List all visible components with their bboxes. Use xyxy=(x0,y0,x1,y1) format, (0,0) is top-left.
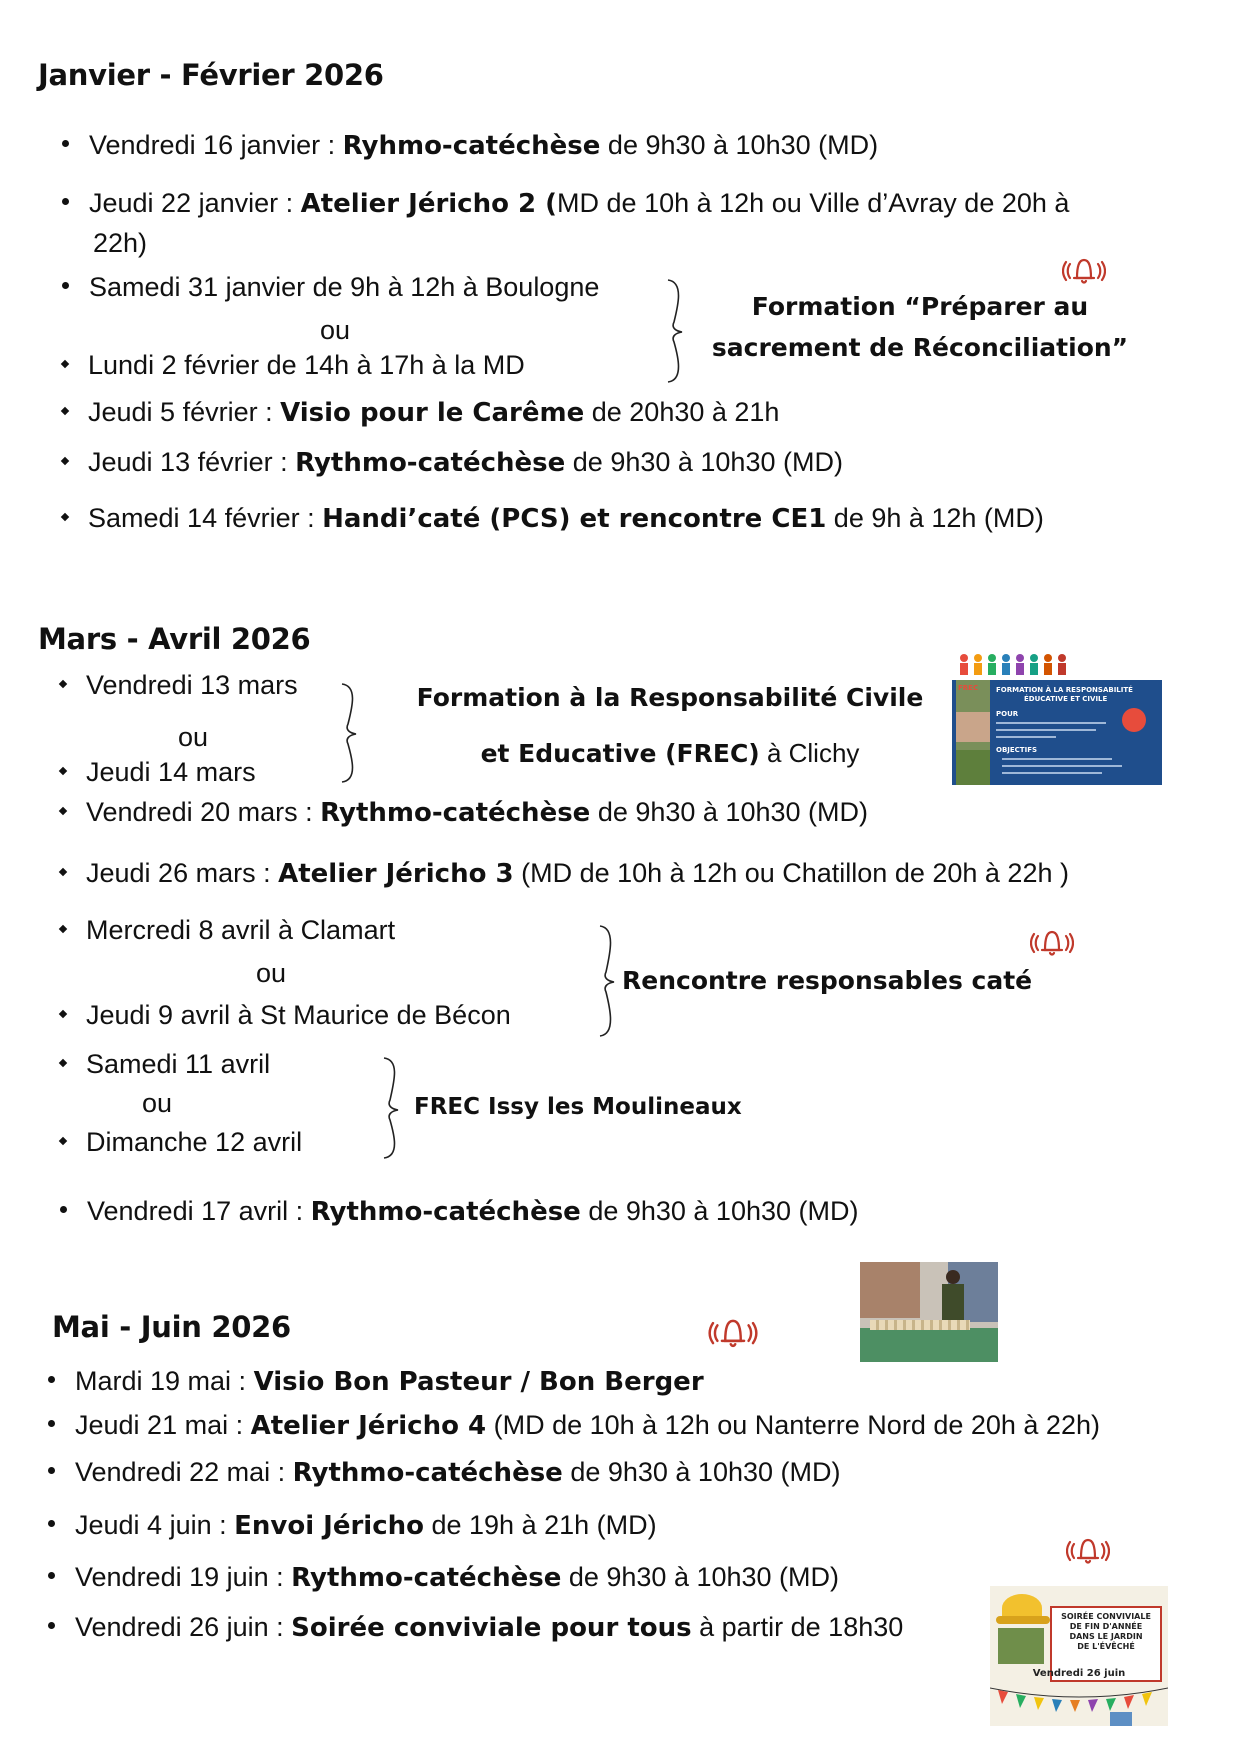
bullet-icon xyxy=(59,1137,67,1145)
bullet-icon xyxy=(62,282,69,289)
item-title: Atelier Jéricho 3 xyxy=(278,859,514,889)
list-item xyxy=(48,1510,657,1541)
list-item xyxy=(48,1562,839,1593)
item-title: Rythmo-catéchèse xyxy=(320,798,591,828)
bullet-icon xyxy=(61,513,69,521)
bullet-icon xyxy=(61,457,69,465)
list-item xyxy=(48,1410,1100,1441)
list-item xyxy=(48,1457,841,1488)
item-continuation: 22h) xyxy=(93,228,148,258)
item-date: Jeudi 22 janvier : xyxy=(89,188,301,218)
item-title: Rythmo-catéchèse xyxy=(291,1563,562,1593)
item-date: Jeudi 4 juin : xyxy=(75,1510,235,1540)
item-title: Visio Bon Pasteur / Bon Berger xyxy=(253,1367,704,1397)
item-detail: de 9h30 à 10h30 (MD) xyxy=(600,130,879,160)
brace-icon xyxy=(662,276,692,386)
list-item xyxy=(62,188,1069,219)
item-title: Rythmo-catéchèse xyxy=(292,1458,563,1488)
flyer-line: DE FIN D'ANNÉE xyxy=(1069,1622,1143,1631)
list-item xyxy=(62,447,843,478)
item-title: Envoi Jéricho xyxy=(234,1511,424,1541)
list-item xyxy=(62,350,525,381)
side-note-line: sacrement de Réconciliation” xyxy=(711,333,1129,362)
rencontre-responsables: Rencontre responsables caté xyxy=(622,966,1033,995)
list-item xyxy=(62,130,878,161)
poster-title-line: ÉDUCATIVE ET CIVILE xyxy=(1024,695,1108,703)
section-title-mar-apr: Mars - Avril 2026 xyxy=(38,622,311,656)
item-detail: de 9h30 à 10h30 (MD) xyxy=(561,1562,840,1592)
item-title: Atelier Jéricho 4 xyxy=(250,1411,487,1441)
bullet-icon xyxy=(59,868,67,876)
item-text: Mercredi 8 avril à Clamart xyxy=(86,915,396,945)
item-title: Atelier Jéricho 2 ( xyxy=(300,189,558,219)
flyer-line: SOIRÉE CONVIVIALE xyxy=(1061,1612,1151,1621)
poster-title-line: FORMATION À LA RESPONSABILITÉ xyxy=(996,686,1133,694)
or-text: ou xyxy=(142,1088,173,1118)
item-text: Samedi 11 avril xyxy=(86,1049,271,1079)
bullet-icon xyxy=(48,1572,55,1579)
item-detail: de 9h30 à 10h30 (MD) xyxy=(562,1457,841,1487)
bullet-icon xyxy=(59,1010,67,1018)
list-item xyxy=(62,272,599,303)
item-detail: de 9h30 à 10h30 (MD) xyxy=(590,797,868,827)
poster-objectifs: OBJECTIFS xyxy=(996,746,1038,754)
item-text: Jeudi 9 avril à St Maurice de Bécon xyxy=(86,1000,511,1030)
item-title: Rythmo-catéchèse xyxy=(295,448,566,478)
list-item xyxy=(60,1127,302,1158)
flyer-line: DANS LE JARDIN xyxy=(1069,1632,1143,1641)
item-date: Jeudi 13 février : xyxy=(88,447,296,477)
item-detail: (MD de 10h à 12h ou Chatillon de 20h à 22h ) xyxy=(513,858,1069,888)
bullet-icon xyxy=(59,1059,67,1067)
or-text: ou xyxy=(256,958,287,988)
list-item xyxy=(62,503,1044,534)
bullet-icon xyxy=(62,198,69,205)
frec-issy: FREC Issy les Moulineaux xyxy=(414,1094,742,1120)
frec-poster-image xyxy=(952,650,1162,785)
bell-icon xyxy=(1066,1532,1110,1568)
bullet-icon xyxy=(59,767,67,775)
poster-brand: FREC xyxy=(958,684,979,692)
item-detail: de 9h30 à 10h30 (MD) xyxy=(565,447,843,477)
item-date: Jeudi 21 mai : xyxy=(75,1410,251,1440)
bell-icon xyxy=(708,1312,758,1352)
item-date: Mardi 19 mai : xyxy=(75,1366,254,1396)
item-date: Vendredi 17 avril : xyxy=(87,1196,311,1226)
soiree-flyer-image xyxy=(990,1586,1168,1726)
list-item xyxy=(60,1049,270,1080)
list-item xyxy=(60,915,395,946)
section-title-may-jun: Mai - Juin 2026 xyxy=(52,1310,291,1344)
shepherd-figurine-image xyxy=(860,1262,998,1362)
side-note-line: Formation à la Responsabilité Civile xyxy=(416,683,924,712)
item-date: Vendredi 22 mai : xyxy=(75,1457,293,1487)
list-item xyxy=(60,1000,511,1031)
bullet-icon xyxy=(48,1420,55,1427)
frec-clichy xyxy=(400,683,940,769)
list-item xyxy=(48,1366,704,1397)
list-item xyxy=(60,757,256,788)
list-item xyxy=(60,1196,859,1227)
section-title-jan-feb: Janvier - Février 2026 xyxy=(38,58,384,92)
item-title: Soirée conviviale pour tous xyxy=(291,1613,692,1643)
item-text: Samedi 31 janvier de 9h à 12h à Boulogne xyxy=(89,272,600,302)
brace-icon xyxy=(336,680,366,786)
item-text: Dimanche 12 avril xyxy=(86,1127,303,1157)
poster-pour: POUR xyxy=(996,710,1019,718)
item-title: Ryhmo-catéchèse xyxy=(342,131,601,161)
people-chain-icon xyxy=(956,652,1076,678)
bullet-icon xyxy=(59,925,67,933)
bullet-icon xyxy=(48,1376,55,1383)
bullet-icon xyxy=(61,360,69,368)
item-date: Vendredi 26 juin : xyxy=(75,1612,292,1642)
bunting-icon xyxy=(990,1684,1168,1726)
list-item xyxy=(48,1612,903,1643)
item-detail: à partir de 18h30 xyxy=(691,1612,904,1642)
brace-icon xyxy=(594,922,624,1040)
brace-icon xyxy=(378,1054,408,1162)
item-detail: de 9h30 à 10h30 (MD) xyxy=(580,1196,859,1226)
bullet-icon xyxy=(48,1520,55,1527)
item-date: Samedi 14 février : xyxy=(88,503,323,533)
item-date: Vendredi 20 mars : xyxy=(86,797,321,827)
item-date: Vendredi 19 juin : xyxy=(75,1562,292,1592)
list-item xyxy=(62,397,779,428)
item-detail: de 9h à 12h (MD) xyxy=(826,503,1044,533)
item-detail: MD de 10h à 12h ou Ville d’Avray de 20h à xyxy=(557,188,1070,218)
side-note-bold: et Educative (FREC) xyxy=(480,739,760,768)
side-note-plain: à Clichy xyxy=(759,738,860,768)
side-note-line: Formation “Préparer au xyxy=(751,292,1089,321)
item-date: Jeudi 26 mars : xyxy=(86,858,279,888)
flyer-line: DE L'ÉVÊCHÉ xyxy=(1077,1642,1135,1651)
item-date: Vendredi 16 janvier : xyxy=(89,130,343,160)
list-item xyxy=(60,858,1069,889)
bullet-icon xyxy=(48,1467,55,1474)
item-title: Handi’caté (PCS) et rencontre CE1 xyxy=(322,504,827,534)
list-item xyxy=(60,670,298,701)
item-detail: de 19h à 21h (MD) xyxy=(423,1510,657,1540)
formation-reconciliation xyxy=(700,292,1140,362)
item-detail: (MD de 10h à 12h ou Nanterre Nord de 20h à 22h) xyxy=(486,1410,1100,1440)
bullet-icon xyxy=(59,680,67,688)
bullet-icon xyxy=(59,807,67,815)
item-text: Jeudi 14 mars xyxy=(86,757,256,787)
item-text: Vendredi 13 mars xyxy=(86,670,298,700)
bullet-icon xyxy=(60,1206,67,1213)
item-date: Jeudi 5 février : xyxy=(88,397,281,427)
item-text: Lundi 2 février de 14h à 17h à la MD xyxy=(88,350,525,380)
item-detail: de 20h30 à 21h xyxy=(584,397,780,427)
list-item xyxy=(60,797,868,828)
poster-title xyxy=(996,686,1133,704)
bullet-icon xyxy=(62,140,69,147)
flyer-date: Vendredi 26 juin xyxy=(1032,1668,1126,1679)
bell-icon xyxy=(1030,924,1074,960)
bullet-icon xyxy=(61,407,69,415)
bullet-icon xyxy=(48,1622,55,1629)
item-title: Rythmo-catéchèse xyxy=(310,1197,581,1227)
or-text: ou xyxy=(320,315,351,345)
bell-icon xyxy=(1062,252,1106,288)
or-text: ou xyxy=(178,722,209,752)
item-title: Visio pour le Carême xyxy=(280,398,585,428)
